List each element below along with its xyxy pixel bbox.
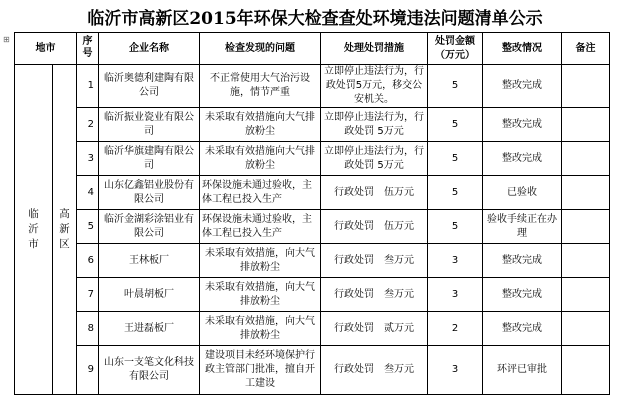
fine-cell: 5 — [428, 142, 483, 176]
table-anchor-icon: ⊞ — [3, 35, 10, 44]
table-row — [15, 210, 610, 244]
violation-table — [14, 32, 610, 395]
company-cell: 王进磊板厂 — [99, 312, 200, 346]
seq-cell: 8 — [77, 312, 99, 346]
seq-cell: 7 — [77, 278, 99, 312]
status-cell: 已验收 — [483, 176, 562, 210]
note-cell — [562, 278, 610, 312]
measure-cell: 立即停止违法行为，行政处罚5万元，移交公安机关。 — [321, 65, 428, 108]
fine-cell: 2 — [428, 312, 483, 346]
company-cell: 叶晨胡板厂 — [99, 278, 200, 312]
company-cell: 山东一支笔文化科技有限公司 — [99, 346, 200, 395]
seq-cell: 5 — [77, 210, 99, 244]
table-row — [15, 312, 610, 346]
company-cell: 临沂奥德利建陶有限公司 — [99, 65, 200, 108]
fine-cell: 5 — [428, 176, 483, 210]
note-cell — [562, 244, 610, 278]
header-fine: 处罚金额（万元） — [428, 33, 483, 65]
issue-cell: 不正常使用大气治污设施，情节严重 — [200, 65, 321, 108]
company-cell: 王林板厂 — [99, 244, 200, 278]
measure-cell: 行政处罚 叁万元 — [321, 346, 428, 395]
status-cell: 整改完成 — [483, 312, 562, 346]
note-cell — [562, 312, 610, 346]
header-seq: 序号 — [77, 33, 99, 65]
note-cell — [562, 65, 610, 108]
issue-cell: 建设项目未经环境保护行政主管部门批准，擅自开工建设 — [200, 346, 321, 395]
table-row — [15, 346, 610, 395]
measure-cell: 行政处罚 贰万元 — [321, 312, 428, 346]
company-cell: 山东亿鑫铝业股份有限公司 — [99, 176, 200, 210]
table-row — [15, 65, 610, 108]
table-row — [15, 142, 610, 176]
issue-cell: 未采取有效措施，向大气排放粉尘 — [200, 278, 321, 312]
issue-cell: 环保设施未通过验收，主体工程已投入生产 — [200, 210, 321, 244]
page-title: 临沂市高新区2015年环保大检查查处环境违法问题清单公示 — [87, 9, 543, 29]
note-cell — [562, 210, 610, 244]
note-cell — [562, 346, 610, 395]
status-cell: 环评已审批 — [483, 346, 562, 395]
status-cell: 验收手续正在办理 — [483, 210, 562, 244]
fine-cell: 5 — [428, 108, 483, 142]
fine-cell: 3 — [428, 278, 483, 312]
table-row — [15, 244, 610, 278]
header-issue: 检查发现的问题 — [200, 33, 321, 65]
issue-cell: 未采取有效措施，向大气排放粉尘 — [200, 312, 321, 346]
seq-cell: 6 — [77, 244, 99, 278]
status-cell: 整改完成 — [483, 278, 562, 312]
company-cell: 临沂华旗建陶有限公司 — [99, 142, 200, 176]
note-cell — [562, 176, 610, 210]
note-cell — [562, 142, 610, 176]
status-cell: 整改完成 — [483, 108, 562, 142]
header-status: 整改情况 — [483, 33, 562, 65]
measure-cell: 行政处罚 叁万元 — [321, 278, 428, 312]
fine-cell: 5 — [428, 210, 483, 244]
fine-cell: 5 — [428, 65, 483, 108]
header-measure: 处理处罚措施 — [321, 33, 428, 65]
region-city-cell: 临沂市 — [15, 65, 53, 395]
status-cell: 整改完成 — [483, 65, 562, 108]
issue-cell: 环保设施未通过验收，主体工程已投入生产 — [200, 176, 321, 210]
region-district-cell: 高新区 — [53, 65, 77, 395]
header-company: 企业名称 — [99, 33, 200, 65]
table-row — [15, 176, 610, 210]
header-note: 备注 — [562, 33, 610, 65]
note-cell — [562, 108, 610, 142]
measure-cell: 行政处罚 伍万元 — [321, 210, 428, 244]
status-cell: 整改完成 — [483, 244, 562, 278]
seq-cell: 9 — [77, 346, 99, 395]
measure-cell: 行政处罚 叁万元 — [321, 244, 428, 278]
issue-cell: 未采取有效措施向大气排放粉尘 — [200, 142, 321, 176]
issue-cell: 未采取有效措施，向大气排放粉尘 — [200, 244, 321, 278]
fine-cell: 3 — [428, 244, 483, 278]
seq-cell: 2 — [77, 108, 99, 142]
fine-cell: 3 — [428, 346, 483, 395]
company-cell: 临沂金湖彩涂铝业有限公司 — [99, 210, 200, 244]
seq-cell: 4 — [77, 176, 99, 210]
status-cell: 整改完成 — [483, 142, 562, 176]
measure-cell: 立即停止违法行为，行政处罚 5万元 — [321, 142, 428, 176]
measure-cell: 立即停止违法行为，行政处罚 5万元 — [321, 108, 428, 142]
company-cell: 临沂振业瓷业有限公司 — [99, 108, 200, 142]
table-row — [15, 108, 610, 142]
header-region: 地市 — [15, 33, 77, 65]
issue-cell: 未采取有效措施向大气排放粉尘 — [200, 108, 321, 142]
table-header-row — [15, 33, 610, 65]
table-row — [15, 278, 610, 312]
measure-cell: 行政处罚 伍万元 — [321, 176, 428, 210]
seq-cell: 1 — [77, 65, 99, 108]
seq-cell: 3 — [77, 142, 99, 176]
